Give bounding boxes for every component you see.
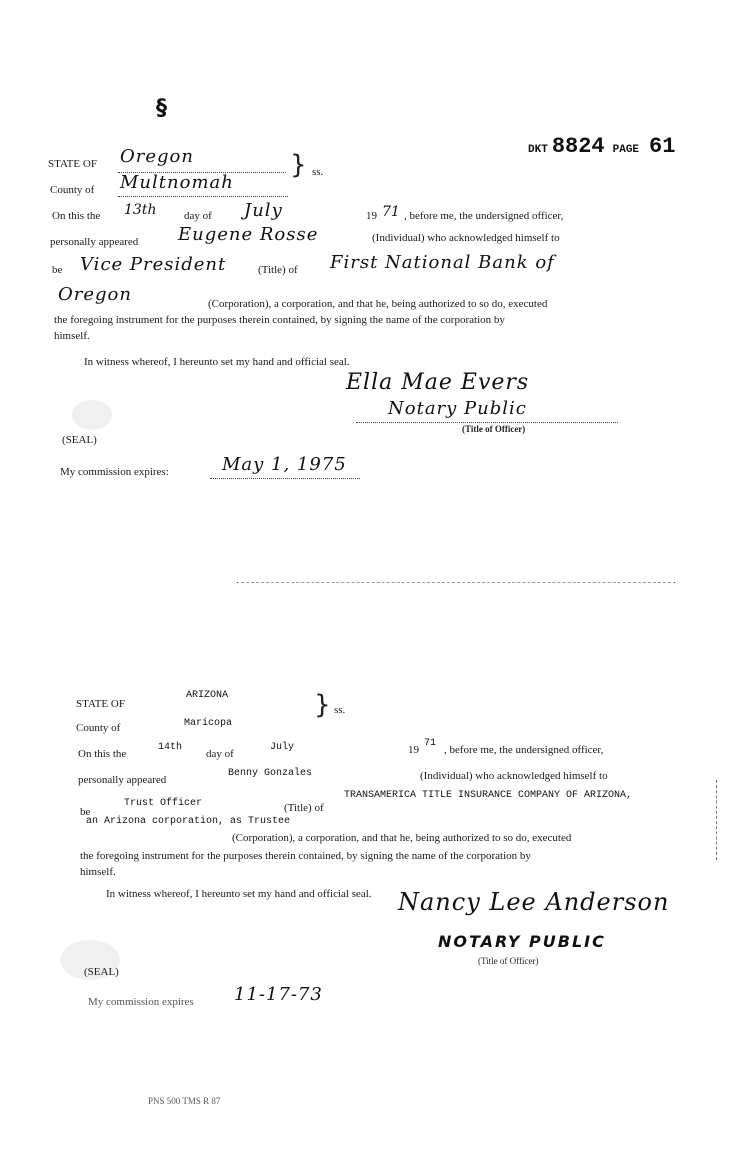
witness-text: In witness whereof, I hereunto set my hand and official seal. [84, 356, 350, 368]
commission-label: My commission expires: [60, 466, 169, 478]
personally-label: personally appeared [50, 236, 139, 248]
ss-label: ss. [312, 166, 324, 178]
officer-title: Notary Public [388, 398, 527, 419]
officer-line [356, 422, 618, 423]
foregoing-text: the foregoing instrument for the purposes therein contained, by signing the name of the corporation by [54, 314, 505, 326]
state-value-2: ARIZONA [186, 690, 229, 701]
person-value: Eugene Rosse [178, 224, 319, 245]
personally-label-2: personally appeared [78, 774, 167, 786]
month-value: July [244, 200, 283, 221]
county-value-2: Maricopa [184, 718, 233, 729]
day-of-label-2: day of [206, 748, 234, 760]
brace-2: } [314, 690, 331, 720]
individual-text: (Individual) who acknowledged himself to [372, 232, 560, 244]
corp-value-2: Oregon [58, 284, 132, 305]
state-label-2: STATE OF [76, 698, 125, 710]
corp-value: First National Bank of [330, 252, 555, 273]
commission-label-2: My commission expires [88, 996, 194, 1008]
county-line [118, 196, 288, 197]
month-value-2: July [270, 742, 295, 753]
docket-stamp [528, 134, 675, 159]
be-label-2: be [80, 806, 91, 818]
brace: } [290, 150, 307, 180]
seal-label-2: (SEAL) [84, 966, 119, 978]
year-prefix: 19 [366, 210, 377, 222]
ss-label-2: ss. [334, 704, 346, 716]
state-value: Oregon [120, 146, 194, 167]
year-value: 71 [382, 204, 400, 220]
individual-text-2: (Individual) who acknowledged himself to [420, 770, 608, 782]
be-label: be [52, 264, 63, 276]
faded-separator [236, 582, 676, 583]
seal-impression [72, 400, 112, 430]
state-label: STATE OF [48, 158, 97, 170]
officer-title-2: NOTARY PUBLIC [438, 932, 606, 951]
notary-signature: Ella Mae Evers [346, 370, 530, 395]
commission-value-2: 11-17-73 [234, 984, 323, 1005]
edge-mark [716, 780, 719, 860]
seal-label: (SEAL) [62, 434, 97, 446]
himself-text: himself. [54, 330, 90, 342]
corp-text: (Corporation), a corporation, and that he, being authorized to so do, executed [208, 298, 548, 310]
commission-value: May 1, 1975 [222, 454, 347, 475]
title-of-label-2: (Title) of [284, 802, 324, 814]
witness-text-2: In witness whereof, I hereunto set my hand and official seal. [106, 888, 372, 900]
day-of-label: day of [184, 210, 212, 222]
corp-value-2b: TRANSAMERICA TITLE INSURANCE COMPANY OF ARIZONA, [344, 790, 633, 801]
form-code: PNS 500 TMS R 87 [148, 1096, 221, 1106]
year-value-2: 71 [424, 738, 437, 749]
year-prefix-2: 19 [408, 744, 419, 756]
commission-line [210, 478, 360, 479]
county-label: County of [50, 184, 95, 196]
day-value-2: 14th [158, 742, 183, 753]
docket-label: DKT [528, 144, 548, 156]
top-mark: § [156, 96, 167, 121]
on-this-label: On this the [52, 210, 101, 222]
notary-signature-2: Nancy Lee Anderson [398, 888, 670, 916]
corp-value2-2: an Arizona corporation, as Trustee [86, 816, 291, 827]
himself-text-2: himself. [80, 866, 116, 878]
page-number: 61 [649, 134, 676, 159]
person-value-2: Benny Gonzales [228, 768, 313, 779]
before-me-text-2: , before me, the undersigned officer, [444, 744, 604, 756]
day-value: 13th [124, 202, 157, 218]
county-value: Multnomah [120, 172, 234, 193]
docket-number: 8824 [551, 134, 605, 159]
on-this-label-2: On this the [78, 748, 127, 760]
title-value-2: Trust Officer [124, 798, 203, 809]
title-caption: (Title of Officer) [462, 424, 526, 434]
title-of-label: (Title) of [258, 264, 298, 276]
corp-text-2: (Corporation), a corporation, and that he, being authorized to so do, executed [232, 832, 572, 844]
title-value: Vice President [80, 254, 227, 275]
county-label-2: County of [76, 722, 121, 734]
before-me-text: , before me, the undersigned officer, [404, 210, 564, 222]
page-label: PAGE [612, 144, 640, 156]
title-caption-2: (Title of Officer) [478, 956, 539, 966]
foregoing-text-2: the foregoing instrument for the purposes therein contained, by signing the name of the corporation by [80, 850, 531, 862]
